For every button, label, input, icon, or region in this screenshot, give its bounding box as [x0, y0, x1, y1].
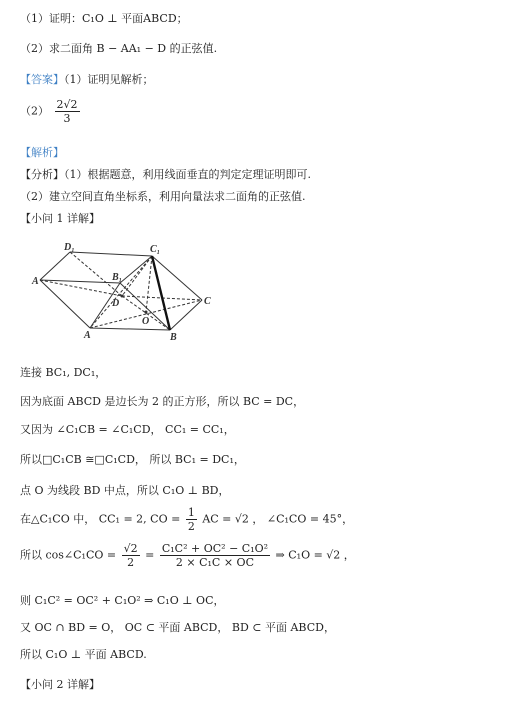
solution-line-5: 点 O 为线段 BD 中点，所以 C₁O ⊥ BD， — [20, 484, 230, 497]
label-o: O — [142, 316, 150, 327]
label-a1: A — [32, 276, 39, 287]
solution-line-7 — [20, 542, 355, 569]
answer-line-2 — [20, 98, 82, 125]
subquestion-1-header: 【小问 1 详解】 — [20, 212, 100, 225]
label-b: B — [170, 332, 177, 340]
subquestion-2-header: 【小问 2 详解】 — [20, 678, 100, 691]
solution-line-2: 因为底面 ABCD 是边长为 2 的正方形，所以 BC = DC， — [20, 395, 305, 408]
solution-line-9: 又 OC ∩ BD = O， OC ⊂ 平面 ABCD， BD ⊂ 平面 ABCD， — [20, 621, 335, 634]
solution-line-6 — [20, 506, 353, 533]
half-numerator: 1 — [187, 506, 195, 519]
answer-1: （1）证明见解析； — [64, 73, 154, 86]
label-c1: C₁ — [150, 244, 161, 255]
analysis-2: （2）建立空间直角坐标系，利用向量法求二面角的正弦值. — [20, 190, 306, 203]
answer-line-1 — [20, 71, 154, 87]
question-1: （1）证明：C₁O ⊥ 平面ABCD； — [20, 12, 188, 25]
label-d: D — [112, 298, 120, 309]
cos-fraction-1-numerator: √2 — [123, 542, 138, 555]
solution-7-part-a: 所以 cos∠C₁CO = — [20, 548, 117, 562]
solution-line-1: 连接 BC₁, DC₁， — [20, 366, 107, 379]
label-d1: D₁ — [64, 242, 75, 253]
cos-fraction-1 — [122, 542, 140, 569]
solution-6-part-a: 在△C₁CO 中， CC₁ = 2, CO = — [20, 512, 181, 526]
label-b1: B₁ — [112, 272, 123, 283]
answer-2-fraction — [55, 98, 80, 125]
solution-7-equals: = — [145, 548, 155, 562]
answer-tag: 【答案】 — [20, 73, 64, 86]
cos-fraction-2-numerator: C₁C² + OC² − C₁O² — [161, 542, 269, 555]
answer-2-numerator: 2√2 — [56, 98, 78, 111]
label-a: A — [84, 330, 91, 340]
bc1-segment — [152, 256, 170, 330]
solution-7-part-b: ⇒ C₁O = √2 ， — [275, 548, 355, 562]
solution-line-3: 又因为 ∠C₁CB = ∠C₁CD， CC₁ = CC₁， — [20, 423, 235, 436]
label-c: C — [204, 296, 211, 307]
cos-fraction-2-denominator: 2 × C₁C × OC — [175, 556, 254, 569]
analysis-tag: 【解析】 — [20, 146, 64, 159]
half-denominator: 2 — [187, 520, 195, 533]
solution-6-part-b: AC = √2 ， ∠C₁CO = 45°， — [202, 512, 354, 526]
cos-fraction-1-denominator: 2 — [127, 556, 135, 569]
half-fraction — [186, 506, 197, 533]
analysis-1: 【分析】（1）根据题意，利用线面垂直的判定定理证明即可. — [20, 168, 311, 181]
solution-line-4: 所以□C₁CB ≅□C₁CD， 所以 BC₁ = DC₁， — [20, 453, 245, 466]
parallelepiped-figure — [30, 240, 220, 340]
solution-line-8: 则 C₁C² = OC² + C₁O² ⇒ C₁O ⊥ OC， — [20, 594, 225, 607]
question-2: （2）求二面角 B − AA₁ − D 的正弦值. — [20, 42, 218, 55]
answer-2-prefix: （2） — [20, 104, 49, 118]
cos-fraction-2 — [160, 542, 270, 569]
solution-line-10: 所以 C₁O ⊥ 平面 ABCD. — [20, 648, 147, 661]
answer-2-denominator: 3 — [63, 112, 71, 125]
